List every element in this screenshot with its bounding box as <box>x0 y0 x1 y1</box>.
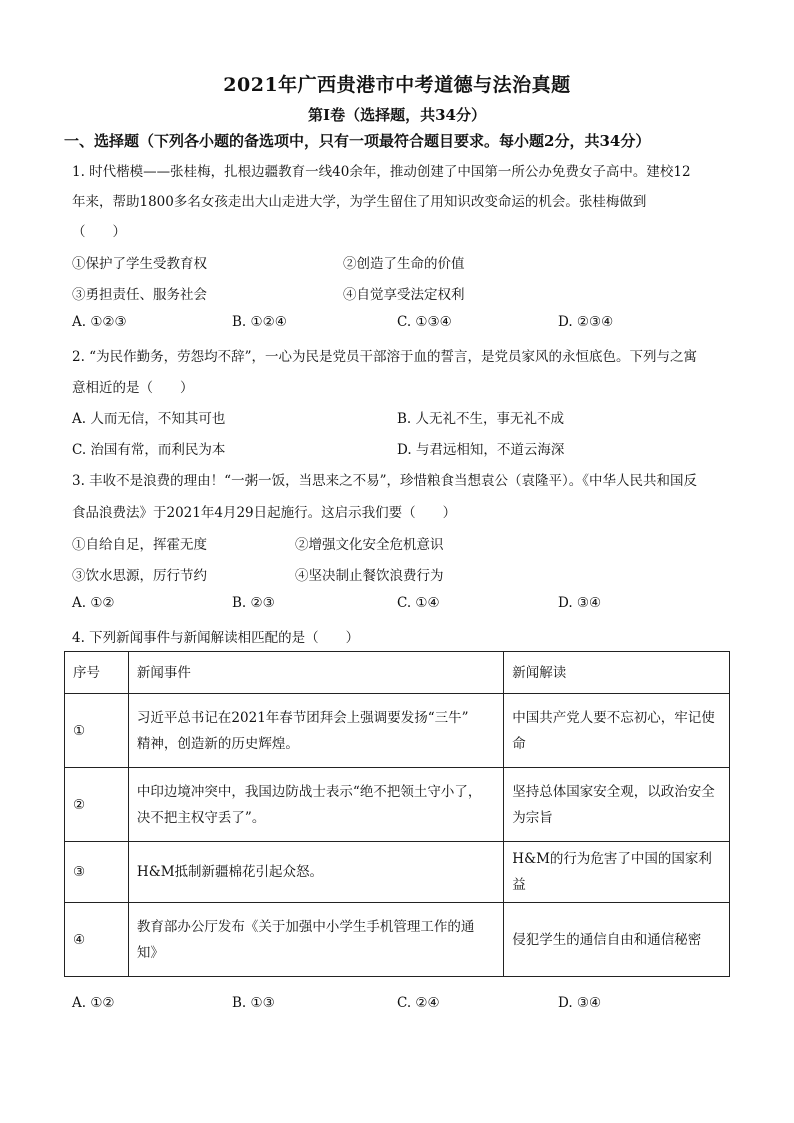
row-event-line: 精神，创造新的历史辉煌。 <box>136 735 299 752</box>
header-cell-reading: 新闻解读 <box>504 652 730 694</box>
row-number: ④ <box>65 903 129 977</box>
q2-option-b: B. 人无礼不生，事无礼不成 <box>397 411 565 427</box>
q3-option-b: B. ②③ <box>232 595 275 611</box>
q1-stem-line-3: （ ） <box>72 224 126 240</box>
q1-option-b: B. ①②④ <box>232 314 287 330</box>
q4-option-d: D. ③④ <box>558 995 602 1011</box>
row-event-line: 教育部办公厅发布《关于加强中小学生手机管理工作的通 <box>136 918 475 935</box>
table-row <box>65 694 730 768</box>
row-reading-line: 坚持总体国家安全观，以政治安全 <box>512 783 715 800</box>
q2-option-c: C. 治国有常，而利民为本 <box>72 442 226 458</box>
q1-statement-4: ④自觉享受法定权利 <box>343 287 465 303</box>
q3-statement-1: ①自给自足，挥霍无度 <box>72 537 207 553</box>
q1-stem-line-1: 1. 时代楷模——张桂梅，扎根边疆教育一线40余年，推动创建了中国第一所公办免费女子高中。建校12 <box>72 164 691 180</box>
row-event-line: 知》 <box>136 944 164 961</box>
section-heading: 一、选择题（下列各小题的备选项中，只有一项最符合题目要求。每小题2分，共34分） <box>64 132 651 150</box>
row-number: ③ <box>65 842 129 903</box>
row-reading-line: 侵犯学生的通信自由和通信秘密 <box>512 931 702 948</box>
row-reading-line: 命 <box>512 735 526 752</box>
table-row <box>65 842 730 903</box>
q2-option-d: D. 与君远相知，不道云海深 <box>397 442 565 458</box>
q1-option-c: C. ①③④ <box>397 314 452 330</box>
table-header-row <box>65 652 730 694</box>
q4-option-c: C. ②④ <box>397 995 440 1011</box>
q2-option-a: A. 人而无信，不知其可也 <box>72 411 226 427</box>
q3-statement-4: ④坚决制止餐饮浪费行为 <box>295 568 444 584</box>
row-reading-line: 中国共产党人要不忘初心，牢记使 <box>512 709 715 726</box>
row-event <box>128 903 503 977</box>
row-reading-line: H&M的行为危害了中国的国家利益 <box>512 851 712 893</box>
row-reading <box>504 903 730 977</box>
q3-stem-line-1: 3. 丰收不是浪费的理由！“一粥一饭，当思来之不易”，珍惜粮食当想袁公（袁隆平）。《中华人民共和国反 <box>72 473 697 489</box>
row-event <box>128 768 503 842</box>
table-row <box>65 903 730 977</box>
q1-option-d: D. ②③④ <box>558 314 614 330</box>
exam-title: 2021年广西贵港市中考道德与法治真题 <box>223 74 571 96</box>
q1-option-a: A. ①②③ <box>72 314 127 330</box>
row-event <box>128 694 503 768</box>
row-event-line: H&M抵制新疆棉花引起众怒。 <box>136 864 324 880</box>
q3-statement-3: ③饮水思源，厉行节约 <box>72 568 207 584</box>
q3-option-a: A. ①② <box>72 595 115 611</box>
q4-option-b: B. ①③ <box>232 995 275 1011</box>
row-number: ② <box>65 768 129 842</box>
row-reading <box>504 768 730 842</box>
q2-stem-line-2: 意相近的是（ ） <box>72 380 194 396</box>
q2-stem-line-1: 2. “为民作勤务，劳怨均不辞”，一心为民是党员干部溶于血的誓言，是党员家风的永恒底色。下列与之寓 <box>72 349 697 365</box>
row-event-line: 习近平总书记在2021年春节团拜会上强调要发扬“三牛” <box>136 709 469 726</box>
row-event <box>128 842 503 903</box>
row-number: ① <box>65 694 129 768</box>
q3-stem-line-2: 食品浪费法》于2021年4月29日起施行。这启示我们要（ ） <box>72 505 457 521</box>
header-cell-event: 新闻事件 <box>128 652 503 694</box>
q1-statement-1: ①保护了学生受教育权 <box>72 256 207 272</box>
q3-option-d: D. ③④ <box>558 595 602 611</box>
q1-statement-3: ③勇担责任、服务社会 <box>72 287 207 303</box>
exam-subtitle: 第Ⅰ卷（选择题，共34分） <box>308 106 486 124</box>
table-row <box>65 768 730 842</box>
q4-stem: 4. 下列新闻事件与新闻解读相匹配的是（ ） <box>72 630 360 646</box>
row-reading-line: 为宗旨 <box>512 809 553 826</box>
q1-statement-2: ②创造了生命的价值 <box>343 256 465 272</box>
q1-stem-line-2: 年来，帮助1800多名女孩走出大山走进大学，为学生留住了用知识改变命运的机会。张桂梅做到 <box>72 194 647 210</box>
q3-option-c: C. ①④ <box>397 595 440 611</box>
row-reading <box>504 694 730 768</box>
q4-option-a: A. ①② <box>72 995 115 1011</box>
row-event-line: 决不把主权守丢了”。 <box>136 809 266 826</box>
news-table <box>64 651 730 977</box>
row-reading <box>504 842 730 903</box>
header-cell-number: 序号 <box>65 652 129 694</box>
q3-statement-2: ②增强文化安全危机意识 <box>295 537 444 553</box>
row-event-line: 中印边境冲突中，我国边防战士表示“绝不把领土守小了， <box>136 783 482 800</box>
